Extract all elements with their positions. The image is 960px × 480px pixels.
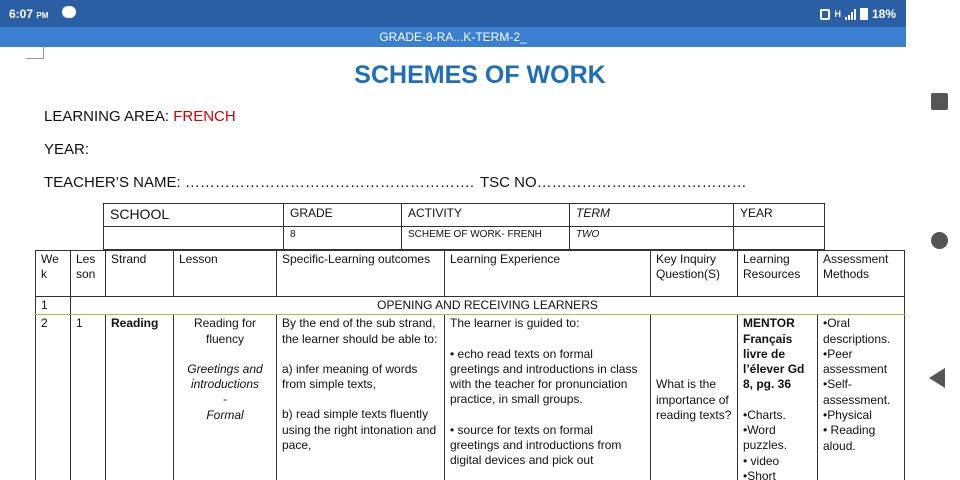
page-title: SCHEMES OF WORK: [354, 61, 606, 89]
col-header-question: Key Inquiry Question(S): [651, 251, 738, 297]
experience-intro: The learner is guided to:: [450, 316, 580, 331]
assessment-item: •Self-assessment.: [823, 377, 891, 407]
outcomes-intro: By the end of the sub strand, the learner should be able to:: [282, 316, 438, 346]
outcome-b: b) read simple texts fluently using the right intonation and pace,: [282, 407, 437, 453]
status-indicators: [820, 7, 896, 21]
info-value-year: [734, 227, 825, 250]
lesson-subtitle: Greetings and introductions: [187, 361, 263, 392]
resource-item: • video: [743, 453, 780, 468]
row-experience: [445, 315, 651, 480]
row-week: 2: [36, 315, 71, 480]
battery-icon: [860, 8, 868, 20]
table-header-row: [36, 251, 905, 297]
experience-item: • source for texts on formal greetings and introductions from digital devices and pick out: [450, 422, 622, 468]
opening-week: 1: [36, 297, 71, 315]
key-inquiry-question: What is the importance of reading texts?: [656, 377, 732, 422]
teacher-name-line: TEACHER’S NAME: ………………………………………………….: [44, 174, 475, 191]
col-header-week: We k: [36, 251, 71, 297]
row-strand: Reading: [106, 315, 174, 480]
info-header-year: YEAR: [734, 204, 825, 227]
info-header-grade: GRADE: [284, 204, 402, 227]
info-value-term: TWO: [570, 227, 734, 250]
status-time: 6:07 PM: [9, 7, 49, 21]
page-corner-mark: [26, 47, 44, 59]
network-type-label: H: [834, 9, 841, 19]
opening-text: OPENING AND RECEIVING LEARNERS: [71, 297, 905, 315]
info-table: [103, 203, 825, 250]
col-header-experience: Learning Experience: [445, 251, 651, 297]
system-nav-bar: [906, 0, 960, 480]
back-icon[interactable]: [929, 368, 945, 388]
resource-item: •Short: [743, 468, 776, 480]
row-question: [651, 315, 738, 480]
experience-item: • echo read texts on formal greetings and introductions in class with the teacher for pronunciation practice, in small groups.: [450, 346, 638, 407]
tsc-number-line: TSC NO……………………………………: [480, 174, 747, 191]
resource-item: •Word puzzles.: [743, 423, 788, 453]
assessment-item: •Oral descriptions.: [823, 316, 891, 346]
vibrate-icon: [820, 9, 830, 20]
row-lesson: [174, 315, 277, 480]
signal-icon: [845, 9, 856, 20]
info-value-activity: SCHEME OF WORK- FRENH: [402, 227, 570, 250]
status-bar: [0, 0, 906, 27]
document-title-bar[interactable]: GRADE-8-RA...K-TERM-2_: [0, 27, 906, 47]
col-header-assessment: Assessment Methods: [818, 251, 905, 297]
col-header-resources: Learning Resources: [738, 251, 818, 297]
info-value-grade: 8: [284, 227, 402, 250]
row-assessment: [818, 315, 905, 480]
recent-apps-icon[interactable]: [931, 93, 948, 110]
row-lesson-no: 1: [71, 315, 106, 480]
info-value-school: [104, 227, 284, 250]
table-row: [36, 315, 905, 480]
table-row: [36, 297, 905, 315]
col-header-outcomes: Specific-Learning outcomes: [277, 251, 445, 297]
col-header-lesson: Lesson: [174, 251, 277, 297]
assessment-item: • Reading aloud.: [823, 423, 876, 453]
battery-level: 18%: [871, 7, 896, 21]
learning-area-value: FRENCH: [173, 108, 236, 125]
outcome-a: a) infer meaning of words from simple texts,: [282, 361, 418, 392]
resources-main: MENTOR Français livre de l’élever Gd 8, pg. 36: [743, 316, 805, 392]
scheme-table: [35, 250, 905, 480]
lesson-formal: Formal: [206, 407, 244, 422]
year-line: YEAR:: [44, 141, 90, 158]
row-resources: [738, 315, 818, 480]
resource-item: •Charts.: [743, 407, 786, 422]
assessment-item: •Peer assessment: [823, 346, 888, 377]
col-header-strand: Strand: [106, 251, 174, 297]
lesson-dash: -: [223, 392, 227, 407]
info-header-term: TERM: [570, 204, 734, 227]
row-outcomes: [277, 315, 445, 480]
learning-area-line: LEARNING AREA: FRENCH: [44, 108, 236, 125]
lesson-title: Reading for fluency: [193, 316, 257, 346]
home-icon[interactable]: [931, 232, 948, 249]
col-header-lesson-no: Les son: [71, 251, 106, 297]
document-page[interactable]: [0, 47, 906, 480]
info-header-activity: ACTIVITY: [402, 204, 570, 227]
message-notification-icon: [62, 6, 76, 18]
info-header-school: SCHOOL: [104, 204, 284, 227]
assessment-item: •Physical: [823, 408, 872, 423]
